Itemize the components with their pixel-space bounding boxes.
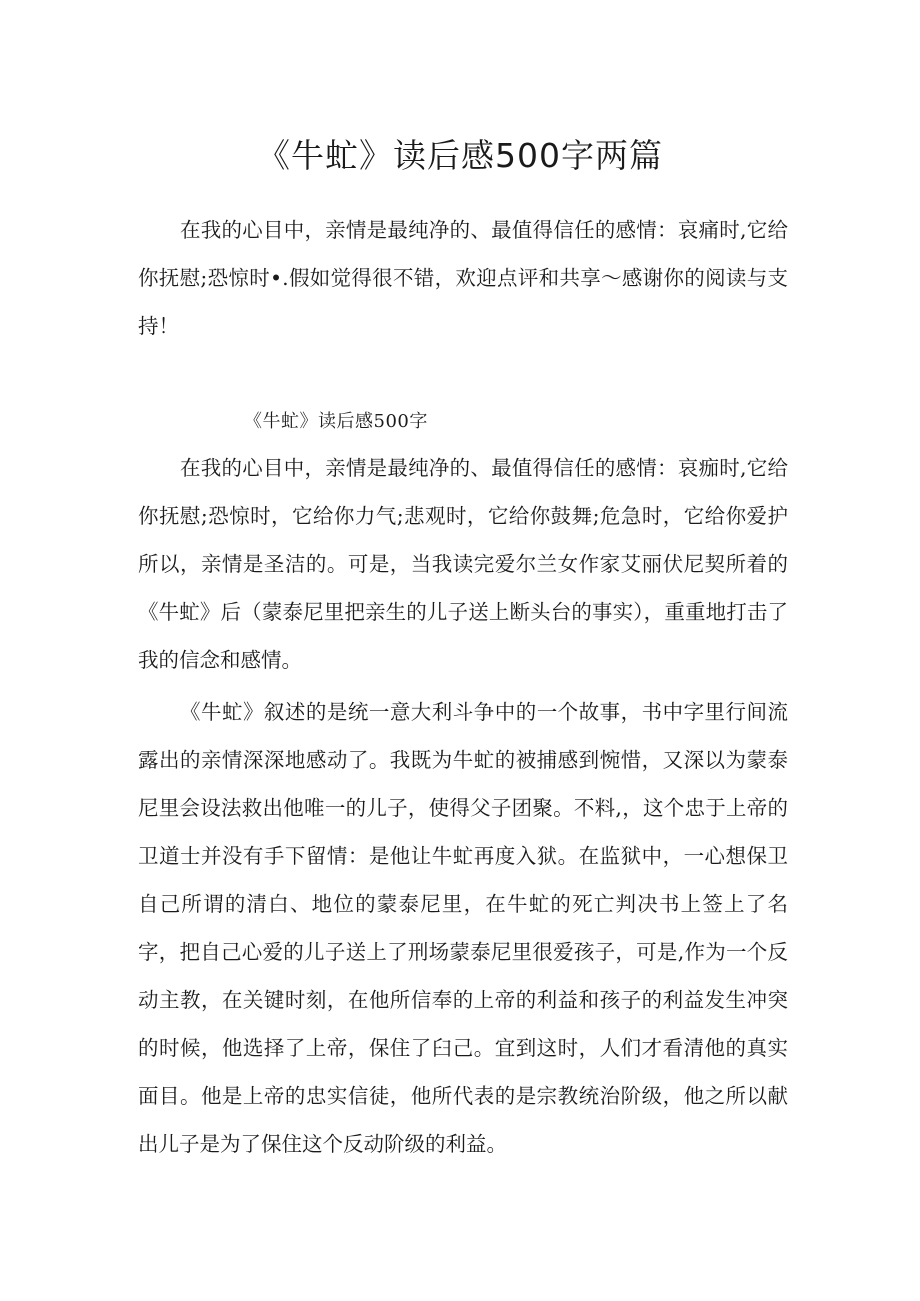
body-paragraph-2: 《牛虻》叙述的是统一意大利斗争中的一个故事，书中字里行间流露出的亲情深深地感动了。我既为牛虻的被捕感到惋惜，又深以为蒙泰尼里会设法救出他唯一的儿子，使得父子团聚。不料,，这个忠于上帝的卫道士并没有手下留情：是他让牛虻再度入狱。在监狱中，一心想保卫自己所谓的清白、地位的蒙泰尼里，在牛虻的死亡判决书上签上了名字，把自己心爱的儿子送上了刑场蒙泰尼里很爱孩子，可是,作为一个反动主教，在关键时刻，在他所信奉的上帝的利益和孩子的利益发生冲突的时候，他选择了上帝，保住了臼己。宜到这时，人们才看清他的真实面目。他是上帝的忠实信徒，他所代表的是宗教统治阶级，他之所以献出儿子是为了保住这个反动阶级的利益。 [138,700,788,1156]
section-heading: 《牛虻》读后感500字 [244,411,428,432]
body-paragraph-1: 在我的心目中，亲情是最纯净的、最值得信任的感情：哀痂时,它给你抚慰;恐惊时，它给你力气;悲观时，它给你鼓舞;危急时，它给你爱护所以，亲情是圣洁的。可是，当我读完爱尔兰女作家艾丽伏尼契所着的《牛虻》后（蒙泰尼里把亲生的儿子送上断头台的事实），重重地打击了我的信念和感情。 [138,456,788,672]
document-title: 《牛虻》读后感500字两篇 [257,136,663,175]
intro-paragraph: 在我的心目中，亲情是最纯净的、最值得信任的感情：哀痛时,它给你抚慰;恐惊时•.假如觉得很不错，欢迎点评和共享～感谢你的阅读与支持！ [138,218,788,338]
